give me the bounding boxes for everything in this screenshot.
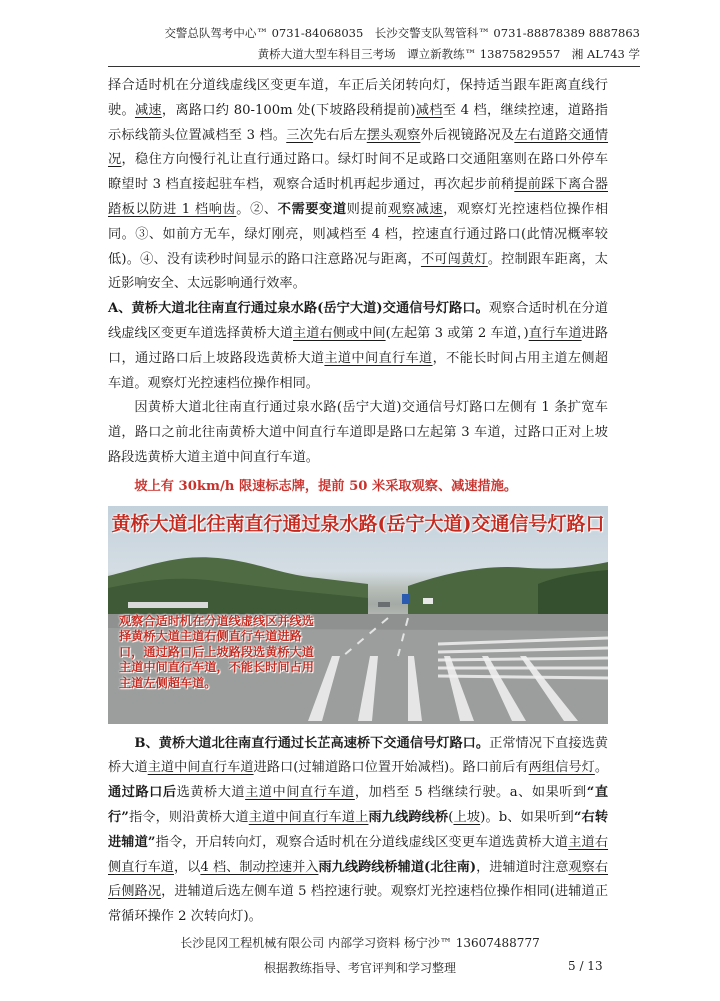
text-run: ，以 — [173, 859, 201, 875]
text-run: 左右道路交通情况 — [108, 127, 609, 168]
photo-title: 黄桥大道北往南直行通过泉水路(岳宁大道)交通信号灯路口 — [111, 512, 605, 535]
text-run: 择合适时机在分道线虚线区变更车道，车正后关闭转向灯，保持适当跟车距离直线行驶。 — [108, 78, 608, 118]
text-run: 三次 — [286, 127, 314, 143]
text-run: 减速 — [134, 102, 162, 118]
paragraph-procedure — [108, 74, 608, 297]
text-run: 通过路口后 — [108, 785, 177, 801]
text-run: 观察合适时机在分道线虚线区变更车道选择黄桥大道 — [108, 301, 609, 341]
text-run: 外后视镜路况及 — [420, 127, 515, 143]
text-run: 主道中间直行车道上 — [248, 809, 369, 825]
paragraph-section-a — [108, 297, 608, 396]
text-run: ，进辅道后选左侧车道 5 档控速行驶。观察灯光控速档位操作相同(进辅道正常循环操作 2 次转向灯)。 — [108, 884, 609, 925]
text-run: ，不能长时间占用主道左侧超车道。观察灯光控速档位操作相同。 — [108, 350, 609, 391]
text-run: (左起第 3 或第 2 车道，) — [385, 325, 529, 341]
text-run: A、黄桥大道北往南直行通过泉水路(岳宁大道)交通信号灯路口。 — [108, 301, 489, 317]
paragraph-section-a-note: 因黄桥大道北往南直行通过泉水路(岳宁大道)交通信号灯路口左侧有 1 条扩宽车道，路口之前北往南黄桥大道中间直行车道即是路口左起第 3 车道，过路口正对上坡路段选黄桥大道主道中间直行车道。 — [108, 400, 608, 465]
text-run: 摆头观察 — [366, 127, 421, 143]
text-run: 观察减速 — [388, 201, 444, 217]
speed-warning: 坡上有 30km/h 限速标志牌，提前 50 米采取观察、减速措施。 — [134, 478, 518, 494]
text-run: 上坡 — [453, 809, 481, 825]
text-run: 两组信号灯 — [528, 760, 595, 776]
text-run: B、黄桥大道北往南直行通过长芷高速桥下交通信号灯路口。 — [134, 735, 490, 751]
text-run: ，稳住方向慢行礼让直行通过路口。绿灯时间不足或路口交通阻塞则在路口外停车瞭望时 3 档直接起驻车档，观察合适时机再起步通过，再次起步前稍 — [108, 152, 609, 193]
text-run: 指令，开启转向灯，观察合适时机在分道线虚线区变更车道选黄桥大道 — [155, 834, 569, 850]
text-run: 进路口，通过路口后上坡路段选黄桥大道 — [108, 325, 609, 366]
text-run: 观察右后侧路况 — [108, 859, 609, 900]
page-number: 5 / 13 — [568, 959, 603, 973]
text-run: 。 — [594, 760, 608, 776]
text-run: 主道中间直行车道 — [147, 760, 254, 776]
text-run: ( — [448, 809, 454, 825]
text-run: 主道右侧或中间 — [293, 325, 386, 341]
text-run: 提前踩下离合器踏板以防进 1 档响齿 — [108, 177, 608, 217]
page-content — [108, 74, 608, 930]
text-run: ，观察灯光控速档位操作相同。③、如前方无车，绿灯刚亮，则减档至 4 档，控速直行通过路口(此情况概率较低)。④、没有读秒时间显示的路口注意路况与距离， — [108, 201, 609, 267]
text-run: 正常情况下直接选黄桥大道 — [108, 735, 608, 776]
text-run: 不可闯黄灯 — [420, 251, 488, 267]
text-run: )。b、如果听到 — [480, 809, 574, 825]
text-run: 4 档、制动控速并入 — [200, 859, 319, 875]
paragraph-section-b — [108, 732, 608, 930]
intersection-photo — [108, 506, 608, 724]
text-run: 。②、 — [236, 201, 278, 217]
header-rule — [108, 66, 640, 67]
text-run: 主道中间直行车道 — [324, 350, 433, 366]
footer-company: 长沙昆冈工程机械有限公司 内部学习资料 杨宁沙™ 13607488777 — [180, 936, 540, 950]
text-run: 直行车道 — [528, 325, 582, 341]
header-contacts: 交警总队驾考中心™ 0731-84068035 长沙交警支队驾管科™ 0731-88878389 8887863 — [164, 26, 640, 40]
text-run: 减档 — [415, 102, 443, 118]
text-run: “直行” — [108, 785, 609, 825]
text-run: “右转进辅道” — [108, 809, 609, 850]
photo-annotation: 观察合适时机在分道线虚线区并线选择黄桥大道主道右侧直行车道进路口，通过路口后上坡路段选黄桥大道主道中间直行车道，不能长时间占用主道左侧超车道。 — [119, 613, 314, 690]
text-run: 。控制跟车距离，太近影响安全、太远影响通行效率。 — [108, 251, 608, 292]
text-run: 进路口(过辅道路口位置开始减档)。路口前后有 — [253, 760, 529, 776]
text-run: 雨九线跨线桥 — [368, 809, 449, 825]
text-run: 先右后左 — [313, 127, 367, 143]
text-run: 指令，则沿黄桥大道 — [128, 809, 249, 825]
text-run: 雨九线跨线桥辅道(北往南) — [318, 859, 477, 875]
text-run: ，进辅道时注意 — [476, 859, 569, 875]
header-exam-site: 黄桥大道大型车科目三考场 谭立新教练™ 13875829557 湘 AL743 学 — [257, 47, 640, 61]
text-run: 主道中间直行车道 — [245, 785, 355, 801]
text-run: 选黄桥大道 — [176, 785, 246, 801]
text-run: 则提前 — [346, 201, 388, 217]
text-run: 主道右侧直行车道 — [108, 834, 609, 875]
text-run: 不需要变道 — [277, 201, 347, 217]
text-run: ，加档至 5 档继续行驶。a、如果听到 — [354, 785, 587, 801]
text-run: 至 4 档，继续控速，道路指示标线箭头位置减档至 3 档。 — [108, 102, 608, 143]
footer-source: 根据教练指导、考官评判和学习整理 — [263, 961, 456, 975]
text-run: ，离路口约 80-100m 处(下坡路段稍提前) — [161, 102, 416, 118]
